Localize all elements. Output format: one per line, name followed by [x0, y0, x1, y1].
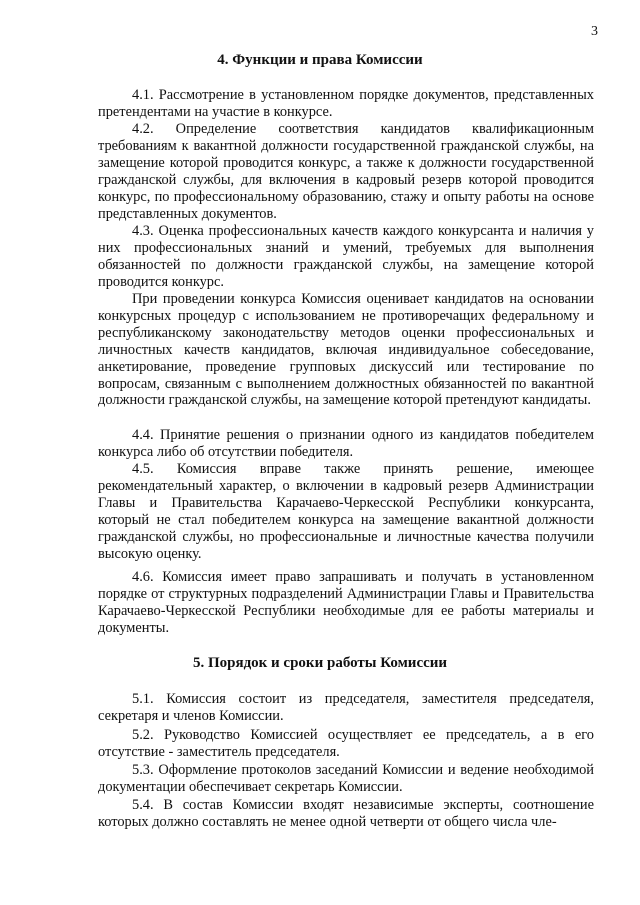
- paragraph-4-4: 4.4. Принятие решения о признании одного из кандидатов победителем конкурса либо об отсутствии победителя.: [98, 427, 594, 460]
- paragraph-5-2: 5.2. Руководство Комиссией осуществляет ее председатель, а в его отсутствие - заместитель председателя.: [98, 727, 594, 760]
- section-5-title: 5. Порядок и сроки работы Комиссии: [192, 655, 448, 671]
- paragraph-4-1: 4.1. Рассмотрение в установленном порядке документов, представленных претендентами на участие в конкурсе.: [98, 87, 594, 120]
- paragraph-4-5: 4.5. Комиссия вправе также принять решение, имеющее рекомендательный характер, о включении в кадровый резерв Администрации Главы и Правительства Карачаево-Черкесской Республики конкурсанта, который не стал победителем конкурса на замещение вакантной должности гражданской службы, но профессиональные и личностные качества получили высокую оценку.: [98, 461, 594, 562]
- paragraph-4-2: 4.2. Определение соответствия кандидатов квалификационным требованиям к вакантной должности государственной гражданской службы, на замещение которой проводится конкурс, а также к должности государственной гражданской службы, для включения в кадровый резерв которой проводится конкурс, по профессиональному образованию, стажу и опыту работы на основе представленных документов.: [98, 121, 594, 222]
- paragraph-5-4: 5.4. В состав Комиссии входят независимые эксперты, соотношение которых должно составлять не менее одной четверти от общего числа чле-: [98, 797, 594, 830]
- section-4-title: 4. Функции и права Комиссии: [217, 52, 423, 68]
- paragraph-4-3-procedures: При проведении конкурса Комиссия оценивает кандидатов на основании конкурсных процедур с использованием не противоречащих федеральному и республиканскому законодательству методов оценки профессиональных и личностных качеств кандидатов, включая индивидуальное собеседование, анкетирование, проведение групповых дискуссий или тестирование по вопросам, связанным с выполнением должностных обязанностей по вакантной должности гражданской службы, на замещение которой претендуют кандидаты.: [98, 291, 594, 409]
- paragraph-5-1: 5.1. Комиссия состоит из председателя, заместителя председателя, секретаря и членов Комиссии.: [98, 691, 594, 724]
- paragraph-4-6: 4.6. Комиссия имеет право запрашивать и получать в установленном порядке от структурных подразделений Администрации Главы и Правительства Карачаево-Черкесской Республики необходимые для ее работы материалы и документы.: [98, 569, 594, 636]
- page-number: 3: [591, 24, 598, 39]
- paragraph-4-3: 4.3. Оценка профессиональных качеств каждого конкурсанта и наличия у них профессиональных знаний и умений, требуемых для выполнения обязанностей по должности гражданской службы, на замещение которой проводится конкурс.: [98, 223, 594, 290]
- paragraph-5-3: 5.3. Оформление протоколов заседаний Комиссии и ведение необходимой документации обеспечивает секретарь Комиссии.: [98, 762, 594, 795]
